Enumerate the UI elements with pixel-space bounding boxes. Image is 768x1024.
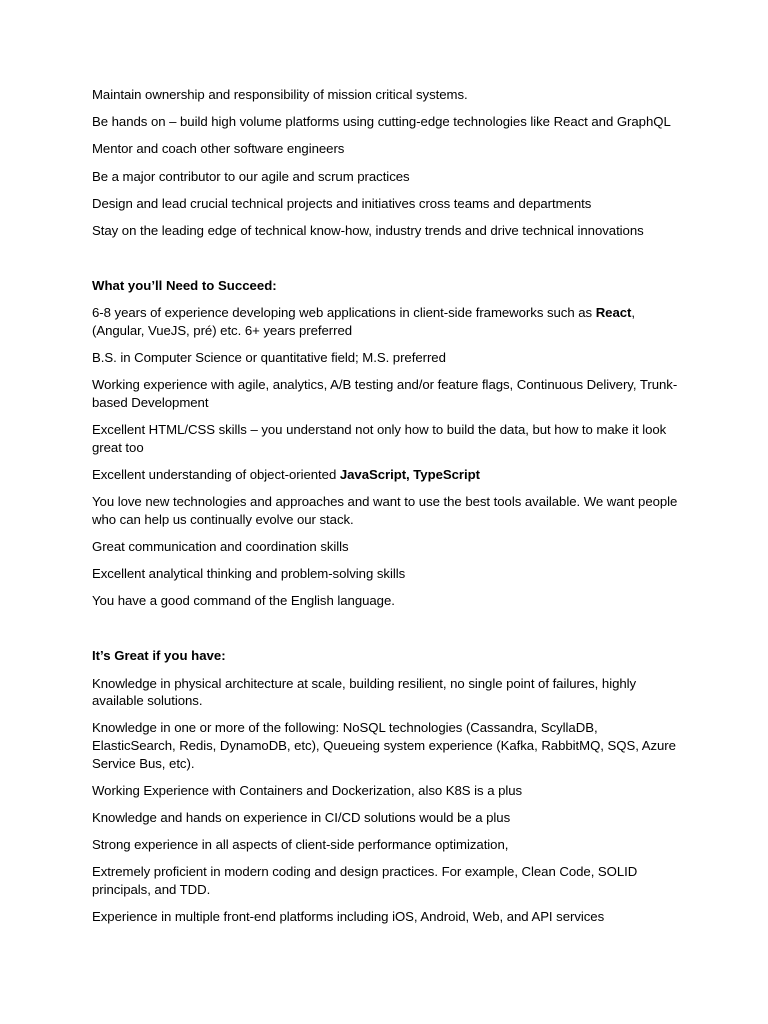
responsibility-item: Design and lead crucial technical projects and initiatives cross teams and departments (92, 195, 592, 211)
requirement-item: B.S. in Computer Science or quantitative field; M.S. preferred (92, 350, 446, 366)
requirement-item: Excellent HTML/CSS skills – you understand not only how to build the data, but how to make it look great too (92, 422, 667, 455)
requirement-item: You have a good command of the English language. (92, 593, 395, 609)
bonus-item: Working Experience with Containers and Dockerization, also K8S is a plus (92, 782, 523, 798)
responsibility-item: Stay on the leading edge of technical know-how, industry trends and drive technical innovations (92, 222, 644, 238)
responsibility-item: Be a major contributor to our agile and scrum practices (92, 168, 410, 184)
responsibility-item: Be hands on – build high volume platforms using cutting-edge technologies like React and GraphQL (92, 114, 671, 130)
requirement-item: Working experience with agile, analytics, A/B testing and/or feature flags, Continuous Delivery, Trunk-based Development (92, 377, 678, 410)
responsibility-item: Maintain ownership and responsibility of mission critical systems. (92, 87, 468, 102)
responsibility-item: Mentor and coach other software engineers (92, 141, 345, 157)
bonus-item: Knowledge in one or more of the following: NoSQL technologies (Cassandra, ScyllaDB, ElasticSearch, Redis, DynamoDB, etc), Queueing system experience (Kafka, RabbitMQ, SQS, Azure Service Bus, etc). (92, 720, 676, 771)
requirement-text: 6-8 years of experience developing web applications in client-side frameworks such as (92, 305, 596, 321)
bonus-item: Experience in multiple front-end platforms including iOS, Android, Web, and API services (92, 909, 605, 925)
bonus-heading: It’s Great if you have: (92, 648, 226, 664)
requirement-item (92, 304, 682, 339)
requirement-item: Great communication and coordination skills (92, 538, 349, 554)
bonus-item: Extremely proficient in modern coding and design practices. For example, Clean Code, SOLID principals, and TDD. (92, 864, 638, 897)
document-body (92, 86, 682, 935)
requirement-highlight: React (595, 305, 632, 321)
requirements-heading: What you’ll Need to Succeed: (92, 278, 277, 294)
requirement-highlight: JavaScript, TypeScript (339, 466, 480, 482)
requirement-text: , (Angular, VueJS, pré) etc. 6+ years preferred (92, 305, 635, 338)
requirement-item: You love new technologies and approaches and want to use the best tools available. We want people who can help us continually evolve our stack. (92, 494, 678, 527)
requirement-item: Excellent analytical thinking and problem-solving skills (92, 566, 406, 581)
bonus-item: Knowledge and hands on experience in CI/CD solutions would be a plus (92, 809, 511, 825)
bonus-item: Knowledge in physical architecture at scale, building resilient, no single point of failures, highly available solutions. (92, 675, 637, 709)
section-spacer (92, 249, 682, 277)
requirement-item (92, 466, 682, 484)
bonus-item: Strong experience in all aspects of client-side performance optimization, (92, 837, 509, 853)
requirement-text: Excellent understanding of object-oriented (92, 466, 340, 482)
section-spacer (92, 619, 682, 647)
